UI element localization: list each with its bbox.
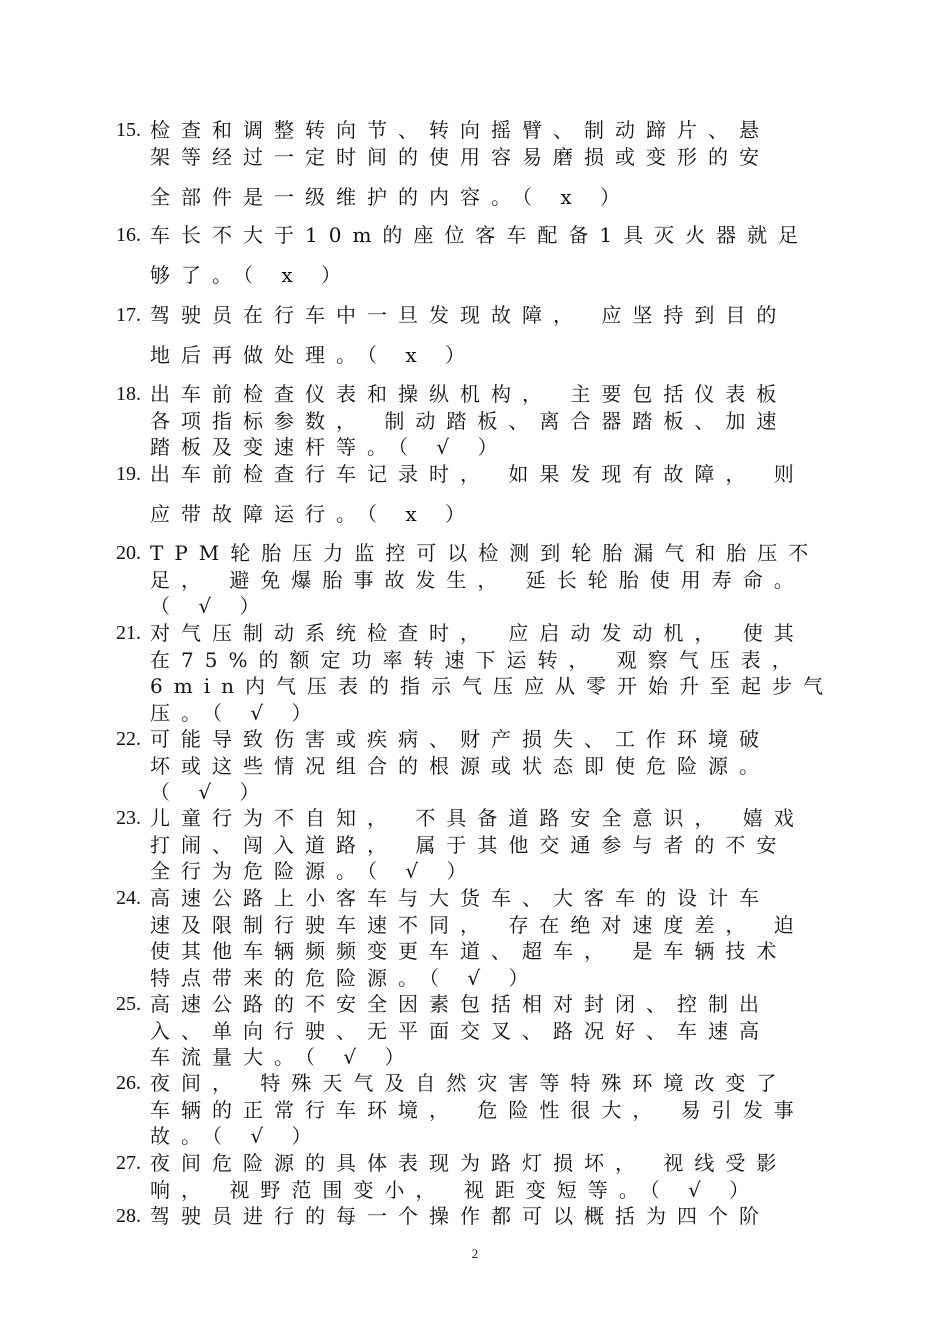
question-text-line: 在75%的额定功率转速下运转， 观察气压表， xyxy=(150,648,803,672)
question-text-line: 压。（ √ ） xyxy=(150,701,323,725)
question-number: 19. xyxy=(116,463,141,485)
question-text-line: 速及限制行驶车速不同， 存在绝对速度差， 迫 xyxy=(150,913,805,937)
question-text-line: 高速公路的不安全因素包括相对封闭、控制出 xyxy=(150,992,770,1016)
question-text-line: 车流量大。（ √ ） xyxy=(150,1045,416,1069)
question-text-line: 车辆的正常行车环境， 危险性很大， 易引发事 xyxy=(150,1098,805,1122)
question-number: 21. xyxy=(116,622,141,644)
question-text-line: 坏或这些情况组合的根源或状态即使危险源。 xyxy=(150,754,770,778)
question-number: 17. xyxy=(116,304,141,326)
page-number: 2 xyxy=(471,1246,479,1261)
question-text-line: 车长不大于10m的座位客车配备1具灭火器就足 xyxy=(150,223,810,247)
question-text-line: 应带故障运行。（ x ） xyxy=(150,502,476,526)
question-number: 16. xyxy=(116,224,141,246)
question-text-line: 使其他车辆频频变更车道、超车， 是车辆技术 xyxy=(150,939,788,963)
question-number: 24. xyxy=(116,887,141,909)
question-text-line: 特点带来的危险源。（ √ ） xyxy=(150,966,540,990)
question-text-line: 6min内气压表的指示气压应从零开始升至起步气 xyxy=(150,674,834,698)
question-text-line: 检查和调整转向节、转向摇臂、制动蹄片、悬 xyxy=(150,118,770,142)
question-text-line: 全行为危险源。（ √ ） xyxy=(150,859,478,883)
question-text-line: 夜间， 特殊天气及自然灾害等特殊环境改变了 xyxy=(150,1071,788,1095)
question-text-line: （ √ ） xyxy=(150,594,271,618)
question-text-line: 出车前检查行车记录时， 如果发现有故障， 则 xyxy=(150,462,805,486)
question-text-line: 足， 避免爆胎事故发生， 延长轮胎使用寿命。 xyxy=(150,568,805,592)
question-number: 26. xyxy=(116,1072,141,1094)
question-text-line: 驾驶员进行的每一个操作都可以概括为四个阶 xyxy=(150,1204,770,1228)
question-text-line: 打闹、闯入道路， 属于其他交通参与者的不安 xyxy=(150,833,788,857)
question-number: 22. xyxy=(116,728,141,750)
question-number: 20. xyxy=(116,542,141,564)
question-text-line: 对气压制动系统检查时， 应启动发动机， 使其 xyxy=(150,621,805,645)
question-number: 25. xyxy=(116,993,141,1015)
question-number: 18. xyxy=(116,383,141,405)
question-text-line: 夜间危险源的具体表现为路灯损坏， 视线受影 xyxy=(150,1151,788,1175)
question-number: 27. xyxy=(116,1152,141,1174)
question-text-line: 踏板及变速杆等。（ √ ） xyxy=(150,435,509,459)
question-text-line: 可能导致伤害或疾病、财产损失、工作环境破 xyxy=(150,727,770,751)
question-text-line: 出车前检查仪表和操纵机构， 主要包括仪表板 xyxy=(150,382,788,406)
question-text-line: 各项指标参数， 制动踏板、离合器踏板、加速 xyxy=(150,409,788,433)
question-text-line: 故。（ √ ） xyxy=(150,1124,323,1148)
question-text-line: 全部件是一级维护的内容。（ x ） xyxy=(150,185,631,209)
question-text-line: 够了。（ x ） xyxy=(150,263,352,287)
question-text-line: 驾驶员在行车中一旦发现故障， 应坚持到目的 xyxy=(150,303,788,327)
question-text-line: 入、单向行驶、无平面交叉、路况好、车速高 xyxy=(150,1019,770,1043)
question-number: 28. xyxy=(116,1205,141,1227)
question-text-line: （ √ ） xyxy=(150,780,271,804)
question-text-line: 响， 视野范围变小， 视距变短等。（ √ ） xyxy=(150,1178,761,1202)
question-text-line: TPM轮胎压力监控可以检测到轮胎漏气和胎压不 xyxy=(150,541,820,565)
question-number: 15. xyxy=(116,119,141,141)
question-text-line: 儿童行为不自知， 不具备道路安全意识， 嬉戏 xyxy=(150,806,805,830)
question-number: 23. xyxy=(116,807,141,829)
question-text-line: 架等经过一定时间的使用容易磨损或变形的安 xyxy=(150,145,770,169)
question-text-line: 高速公路上小客车与大货车、大客车的设计车 xyxy=(150,886,770,910)
question-text-line: 地后再做处理。（ x ） xyxy=(150,343,476,367)
